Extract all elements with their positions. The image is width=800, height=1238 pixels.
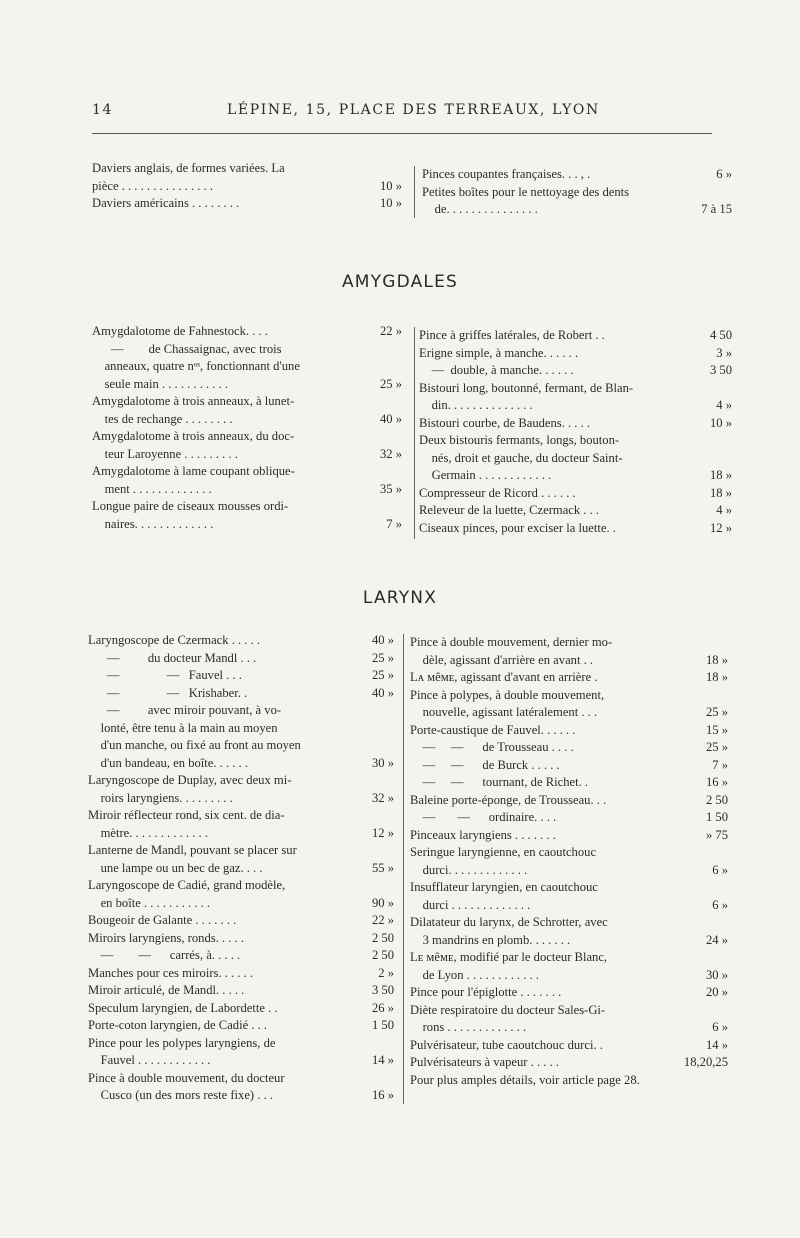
entry-description: Baleine porte-éponge, de Trousseau. . . bbox=[410, 792, 607, 807]
catalog-entry bbox=[419, 380, 732, 415]
catalog-entry bbox=[88, 877, 394, 912]
entry-description: Bistouri long, boutonné, fermant, de Blan- din. . . . . . . . . . . . . . bbox=[419, 380, 634, 412]
entry-description: Lanterne de Mandl, pouvant se placer sur une lampe ou un bec de gaz. . . . bbox=[88, 843, 297, 875]
entry-description: Miroirs laryngiens, ronds. . . . . bbox=[88, 930, 245, 945]
catalog-entry bbox=[92, 195, 402, 213]
top-right-column bbox=[422, 166, 732, 219]
section-title-larynx: LARYNX bbox=[362, 588, 438, 608]
catalog-entry bbox=[410, 739, 728, 757]
entry-price: 6 » bbox=[712, 862, 728, 877]
entry-price: 7 » bbox=[386, 516, 402, 531]
entry-price: 4 50 bbox=[709, 328, 732, 342]
entry-description: Pulvérisateurs à vapeur . . . . . bbox=[410, 1055, 559, 1069]
entry-description: Pince pour l'épiglotte . . . . . . . bbox=[410, 985, 562, 999]
catalog-entry bbox=[410, 774, 728, 792]
catalog-entry bbox=[88, 667, 394, 685]
catalog-entry bbox=[88, 1000, 394, 1018]
entry-description: Speculum laryngien, de Labordette . . bbox=[88, 1000, 278, 1015]
catalog-entry bbox=[410, 827, 728, 845]
catalog-entry bbox=[419, 432, 732, 485]
entry-price: 12 » bbox=[709, 520, 732, 535]
entry-price: 30 » bbox=[705, 967, 728, 982]
catalog-entry bbox=[88, 650, 394, 668]
entry-price: 10 » bbox=[379, 178, 402, 193]
catalog-entry bbox=[410, 634, 728, 669]
entry-price: 22 » bbox=[379, 324, 402, 338]
entry-price: 3 50 bbox=[371, 983, 394, 997]
column-divider bbox=[414, 166, 415, 218]
catalog-entry bbox=[422, 166, 732, 184]
entry-price: 18 » bbox=[709, 485, 732, 500]
entry-description: Longue paire de ciseaux mousses ordi- naires. . . . . . . . . . . . . bbox=[92, 499, 289, 531]
entry-price: 2 50 bbox=[371, 930, 394, 945]
entry-price: 4 » bbox=[716, 398, 732, 412]
catalog-entry bbox=[92, 323, 402, 341]
catalog-entry bbox=[410, 1054, 728, 1072]
entry-price: 32 » bbox=[371, 790, 394, 805]
catalog-entry bbox=[410, 792, 728, 810]
entry-description: — — tournant, de Richet. . bbox=[410, 775, 589, 789]
entry-price: 1 50 bbox=[371, 1018, 394, 1032]
catalog-entry bbox=[88, 1017, 394, 1035]
catalog-entry bbox=[410, 669, 728, 687]
entry-description: Releveur de la luette, Czermack . . . bbox=[419, 503, 600, 517]
entry-price: 18 » bbox=[705, 670, 728, 684]
catalog-entry bbox=[410, 722, 728, 740]
entry-description: Compresseur de Ricord . . . . . . bbox=[419, 485, 576, 500]
entry-description: Manches pour ces miroirs. . . . . . bbox=[88, 965, 254, 980]
entry-description: Pulvérisateur, tube caoutchouc durci. . bbox=[410, 1037, 603, 1052]
entry-price: 90 » bbox=[371, 895, 394, 910]
entry-price: 6 » bbox=[712, 897, 728, 912]
entry-description: Dilatateur du larynx, de Schrotter, avec 3 mandrins en plomb. . . . . . . bbox=[410, 915, 608, 947]
running-title: LÉPINE, 15, PLACE DES TERREAUX, LYON bbox=[227, 102, 600, 118]
entry-description: Bougeoir de Galante . . . . . . . bbox=[88, 913, 237, 927]
entry-description: — avec miroir pouvant, à vo- lonté, être tenu à la main au moyen d'un manche, ou fixé au front au moyen d'un bandeau, en boîte. . . . . . bbox=[100, 703, 301, 770]
entry-price: 18 » bbox=[705, 652, 728, 667]
entry-price: 55 » bbox=[371, 860, 394, 875]
entry-price: 7 à 15 bbox=[701, 202, 732, 216]
catalog-entry bbox=[419, 502, 732, 520]
entry-description: Pince pour les polypes laryngiens, de Fauvel . . . . . . . . . . . . bbox=[88, 1035, 276, 1067]
top-left-column bbox=[92, 160, 402, 213]
catalog-entry bbox=[410, 844, 728, 879]
entry-price: 40 » bbox=[371, 633, 394, 647]
entry-price: 3 50 bbox=[709, 363, 732, 377]
amygdales-left-column bbox=[92, 323, 402, 533]
entry-price: 20 » bbox=[705, 985, 728, 999]
catalog-entry bbox=[88, 807, 394, 842]
entry-description: — — Fauvel . . . bbox=[88, 668, 242, 682]
entry-description: — double, à manche. . . . . . bbox=[419, 363, 574, 377]
catalog-entry bbox=[92, 463, 402, 498]
entry-description: — — de Trousseau . . . . bbox=[410, 740, 574, 754]
entry-description: Seringue laryngienne, en caoutchouc durci. . . . . . . . . . . . . bbox=[410, 845, 597, 877]
catalog-entry bbox=[410, 687, 728, 722]
entry-price: 40 » bbox=[371, 685, 394, 700]
entry-price: 4 » bbox=[716, 503, 732, 517]
entry-description: Petites boîtes pour le nettoyage des dents de. . . . . . . . . . . . . . . bbox=[422, 184, 630, 216]
catalog-entry bbox=[88, 947, 394, 965]
entry-price: 25 » bbox=[705, 705, 728, 719]
entry-price: 18 » bbox=[709, 468, 732, 482]
entry-description: Diète respiratoire du docteur Sales-Gi- rons . . . . . . . . . . . . . bbox=[410, 1002, 606, 1034]
catalog-entry bbox=[92, 428, 402, 463]
entry-description: Miroir réflecteur rond, six cent. de dia- mètre. . . . . . . . . . . . . bbox=[88, 808, 285, 840]
entry-description: Porte-caustique de Fauvel. . . . . . bbox=[410, 722, 576, 737]
entry-price: 14 » bbox=[705, 1037, 728, 1052]
entry-price: 32 » bbox=[379, 446, 402, 461]
catalog-entry bbox=[410, 984, 728, 1002]
entry-price: 2 » bbox=[378, 965, 394, 980]
entry-description: Laryngoscope de Duplay, avec deux mi- roirs laryngiens. . . . . . . . . bbox=[88, 773, 292, 805]
catalog-entry bbox=[422, 184, 732, 219]
catalog-entry bbox=[88, 930, 394, 948]
catalog-entry bbox=[92, 160, 402, 195]
catalog-entry bbox=[419, 485, 732, 503]
entry-description: Laryngoscope de Cadié, grand modèle, en boîte . . . . . . . . . . . bbox=[88, 878, 286, 910]
entry-price: 30 » bbox=[371, 755, 394, 770]
entry-price: 16 » bbox=[705, 775, 728, 789]
catalog-entry bbox=[419, 415, 732, 433]
entry-price: 15 » bbox=[705, 722, 728, 737]
larynx-left-column bbox=[88, 632, 394, 1105]
entry-price: 3 » bbox=[716, 345, 732, 360]
catalog-entry bbox=[88, 685, 394, 703]
entry-description: — de Chassaignac, avec trois anneaux, quatre nᵒˢ, fonctionnant d'une seule main . . . . . . . . . . . bbox=[104, 341, 300, 391]
catalog-entry bbox=[88, 1070, 394, 1105]
entry-price: 25 » bbox=[379, 376, 402, 391]
entry-price: 25 » bbox=[371, 668, 394, 682]
entry-description: Laryngoscope de Czermack . . . . . bbox=[88, 633, 261, 647]
entry-description: — du docteur Mandl . . . bbox=[88, 650, 257, 665]
entry-description: Pinceaux laryngiens . . . . . . . bbox=[410, 827, 556, 842]
entry-description: Porte-coton laryngien, de Cadié . . . bbox=[88, 1018, 268, 1032]
entry-description: Amygdalotome à trois anneaux, du doc- teur Laroyenne . . . . . . . . . bbox=[92, 429, 295, 461]
entry-price: 14 » bbox=[371, 1053, 394, 1067]
section-title-amygdales: AMYGDALES bbox=[341, 272, 459, 292]
catalog-entry bbox=[419, 345, 732, 363]
catalog-entry bbox=[92, 498, 402, 533]
entry-description: — — carrés, à. . . . . bbox=[88, 948, 241, 962]
catalog-entry bbox=[88, 632, 394, 650]
catalog-entry bbox=[410, 949, 728, 984]
entry-description: Amygdalotome de Fahnestock. . . . bbox=[92, 324, 268, 338]
catalog-entry bbox=[410, 1072, 728, 1090]
entry-price: 18,20,25 bbox=[683, 1055, 728, 1069]
entry-price: 26 » bbox=[371, 1000, 394, 1015]
entry-description: Pour plus amples détails, voir article page 28. bbox=[410, 1072, 640, 1087]
catalog-entry bbox=[410, 1037, 728, 1055]
entry-price: 10 » bbox=[379, 196, 402, 210]
entry-description: Pinces coupantes françaises. . . , . bbox=[422, 167, 591, 181]
amygdales-right-column bbox=[419, 327, 732, 537]
entry-description: Pince à double mouvement, dernier mo- dèle, agissant d'arrière en avant . . bbox=[410, 635, 613, 667]
entry-description: Lᴀ ᴍêᴍᴇ, agissant d'avant en arrière . bbox=[410, 670, 598, 684]
entry-description: Pince à polypes, à double mouvement, nouvelle, agissant latéralement . . . bbox=[410, 687, 605, 719]
entry-description: Deux bistouris fermants, longs, bouton- nés, droit et gauche, du docteur Saint- Germain . . . . . . . . . . . . bbox=[419, 433, 623, 482]
entry-price: 35 » bbox=[379, 481, 402, 496]
page-number: 14 bbox=[92, 102, 114, 118]
catalog-entry bbox=[419, 327, 732, 345]
entry-price: 7 » bbox=[712, 757, 728, 772]
entry-price: 10 » bbox=[709, 415, 732, 430]
catalog-entry bbox=[88, 702, 394, 772]
catalog-entry bbox=[88, 982, 394, 1000]
entry-description: — — Krishaber. . bbox=[88, 685, 248, 700]
entry-price: 6 » bbox=[712, 1020, 728, 1034]
entry-description: Amygdalotome à lame coupant oblique- ment . . . . . . . . . . . . . bbox=[92, 464, 295, 496]
catalog-entry bbox=[88, 965, 394, 983]
column-divider bbox=[403, 634, 404, 1104]
entry-price: » 75 bbox=[705, 827, 728, 842]
catalog-entry bbox=[88, 772, 394, 807]
catalog-entry bbox=[88, 912, 394, 930]
catalog-entry bbox=[88, 1035, 394, 1070]
entry-description: — — de Burck . . . . . bbox=[410, 757, 560, 772]
entry-description: Lᴇ ᴍêᴍᴇ, modifié par le docteur Blanc, de Lyon . . . . . . . . . . . . bbox=[410, 950, 608, 982]
catalog-entry bbox=[410, 809, 728, 827]
entry-description: Bistouri courbe, de Baudens. . . . . bbox=[419, 415, 591, 430]
entry-description: Daviers anglais, de formes variées. La pièce . . . . . . . . . . . . . . . bbox=[92, 161, 285, 193]
entry-description: Daviers américains . . . . . . . . bbox=[92, 196, 240, 210]
catalog-entry bbox=[419, 520, 732, 538]
larynx-right-column bbox=[410, 634, 728, 1089]
entry-price: 2 50 bbox=[705, 792, 728, 807]
entry-price: 40 » bbox=[379, 411, 402, 426]
catalog-entry bbox=[410, 1002, 728, 1037]
entry-description: — — ordinaire. . . . bbox=[410, 810, 557, 824]
entry-description: Pince à griffes latérales, de Robert . . bbox=[419, 328, 605, 342]
entry-description: Miroir articulé, de Mandl. . . . . bbox=[88, 983, 245, 997]
catalog-entry bbox=[88, 842, 394, 877]
catalog-entry bbox=[92, 341, 402, 394]
entry-description: Pince à double mouvement, du docteur Cusco (un des mors reste fixe) . . . bbox=[88, 1070, 285, 1102]
catalog-entry bbox=[410, 879, 728, 914]
entry-price: 6 » bbox=[716, 167, 732, 181]
column-divider bbox=[414, 327, 415, 539]
catalog-entry bbox=[92, 393, 402, 428]
entry-price: 25 » bbox=[705, 740, 728, 754]
entry-price: 12 » bbox=[371, 825, 394, 840]
catalog-entry bbox=[410, 757, 728, 775]
catalog-entry bbox=[410, 914, 728, 949]
entry-description: Amygdalotome à trois anneaux, à lunet- tes de rechange . . . . . . . . bbox=[92, 394, 295, 426]
entry-price: 2 50 bbox=[371, 948, 394, 962]
catalog-entry bbox=[419, 362, 732, 380]
entry-description: Insufflateur laryngien, en caoutchouc durci . . . . . . . . . . . . . bbox=[410, 880, 598, 912]
entry-price: 1 50 bbox=[705, 810, 728, 824]
entry-description: Ciseaux pinces, pour exciser la luette. . bbox=[419, 520, 616, 535]
entry-description: Erigne simple, à manche. . . . . . bbox=[419, 345, 579, 360]
entry-price: 16 » bbox=[371, 1088, 394, 1102]
entry-price: 25 » bbox=[371, 650, 394, 665]
entry-price: 24 » bbox=[705, 932, 728, 947]
header-rule bbox=[92, 133, 712, 134]
entry-price: 22 » bbox=[371, 913, 394, 927]
